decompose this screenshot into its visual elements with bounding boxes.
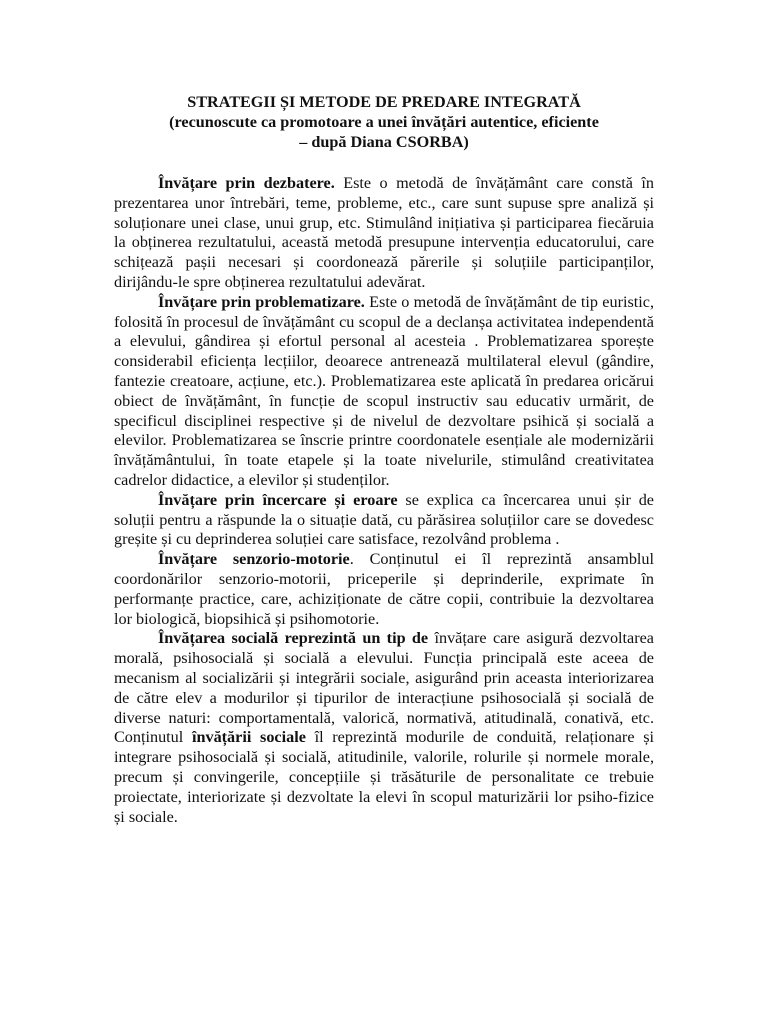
section-text-problematizare: Este o metodă de învățământ de tip euristic, folosită în procesul de învățământ cu scopul de a declanșa activitatea independentă a elevului, gândirea și efortul personal al acesteia . Problematizarea sporește considerabil eficiența lecțiilor, deoarece antrenează multilateral elevul (gândire, fantezie creatoare, acțiune, etc.). Problematizarea este aplicată în predarea oricărui obiect de învățământ, în funcție de scopul instructiv sau educativ urmărit, de specificul disciplinei respective și de nivelul de dezvoltare psihică și socială a elevilor. Problematizarea se înscrie printre coordonatele esențiale ale modernizării învățământului, în toate etapele și la toate nivelurile, stimulând creativitatea cadrelor didactice, a elevilor și studenților. xyxy=(114,292,655,489)
document-page xyxy=(114,92,654,827)
section-heading-problematizare: Învățare prin problematizare. xyxy=(158,292,365,311)
section-senzorio-motorie xyxy=(114,550,654,629)
document-title xyxy=(114,92,654,152)
section-text-sociala-part1: învățare care asigură dezvoltarea morală, psihosocială și socială a elevului. Funcția principală este aceea de mecanism al socializării și integrării sociale, asigurând prin aceasta interiorizarea de către elev a modurilor și tipurilor de interacțiune psihosocială și socială de diverse naturi: comportamentală, valorică, normativă, atitudinală, conativă, etc. Conținutul xyxy=(114,629,654,747)
section-problematizare xyxy=(114,293,654,491)
section-dezbatere xyxy=(114,174,654,293)
section-sociala xyxy=(114,629,654,827)
title-line-1: STRATEGII ȘI METODE DE PREDARE INTEGRATĂ xyxy=(187,93,581,111)
title-line-2: (recunoscute ca promotoare a unei învățări autentice, eficiente xyxy=(169,113,599,131)
section-text-senzorio-motorie: . Conținutul ei îl reprezintă ansamblul coordonărilor senzorio-motorii, priceperile și deprinderile, exprimate în performanțe practice, care, achiziționate de către copii, contribuie la dezvoltarea lor biologică, biopsihică și psihomotorie. xyxy=(114,550,655,628)
section-heading-incercare-eroare: Învățare prin încercare și eroare xyxy=(158,490,398,509)
section-text-dezbatere: Este o metodă de învățământ care constă în prezentarea unor întrebări, teme, probleme, etc., care sunt supuse spre analiză și soluționare unei clase, unui grup, etc. Stimulând inițiativa și participarea fiecăruia la obținerea rezultatului, această metodă presupune intervenția educatorului, care schițează pașii necesari și coordonează părerile și soluțiile participanților, dirijându-le spre obținerea rezultatului adevărat. xyxy=(114,174,654,291)
section-heading-dezbatere: Învățare prin dezbatere. xyxy=(158,174,335,192)
title-line-3: – după Diana CSORBA) xyxy=(299,133,469,151)
section-text-sociala-part2: îl reprezintă modurile de conduită, relaționare și integrare psihosocială și socială, atitudinile, valorile, rolurile și normele morale, precum și convingerile, concepțiile și trăsăturile de personalitate ce trebuie proiectate, interiorizate și dezvoltate la elevi în scopul maturizării lor psiho-fizice și sociale. xyxy=(114,728,654,826)
section-incercare-eroare xyxy=(114,491,654,550)
section-inline-bold-sociala: învățării sociale xyxy=(191,728,306,747)
section-text-incercare-eroare: se explica ca încercarea unui șir de soluții pentru a răspunde la o situație dată, cu părăsirea soluțiilor care se dovedesc greșite și cu deprinderea soluției care satisface, rezolvând problema . xyxy=(114,490,654,549)
section-heading-sociala: Învățarea socială reprezintă un tip de xyxy=(158,629,429,648)
section-heading-senzorio-motorie: Învățare senzorio-motorie xyxy=(158,550,350,569)
